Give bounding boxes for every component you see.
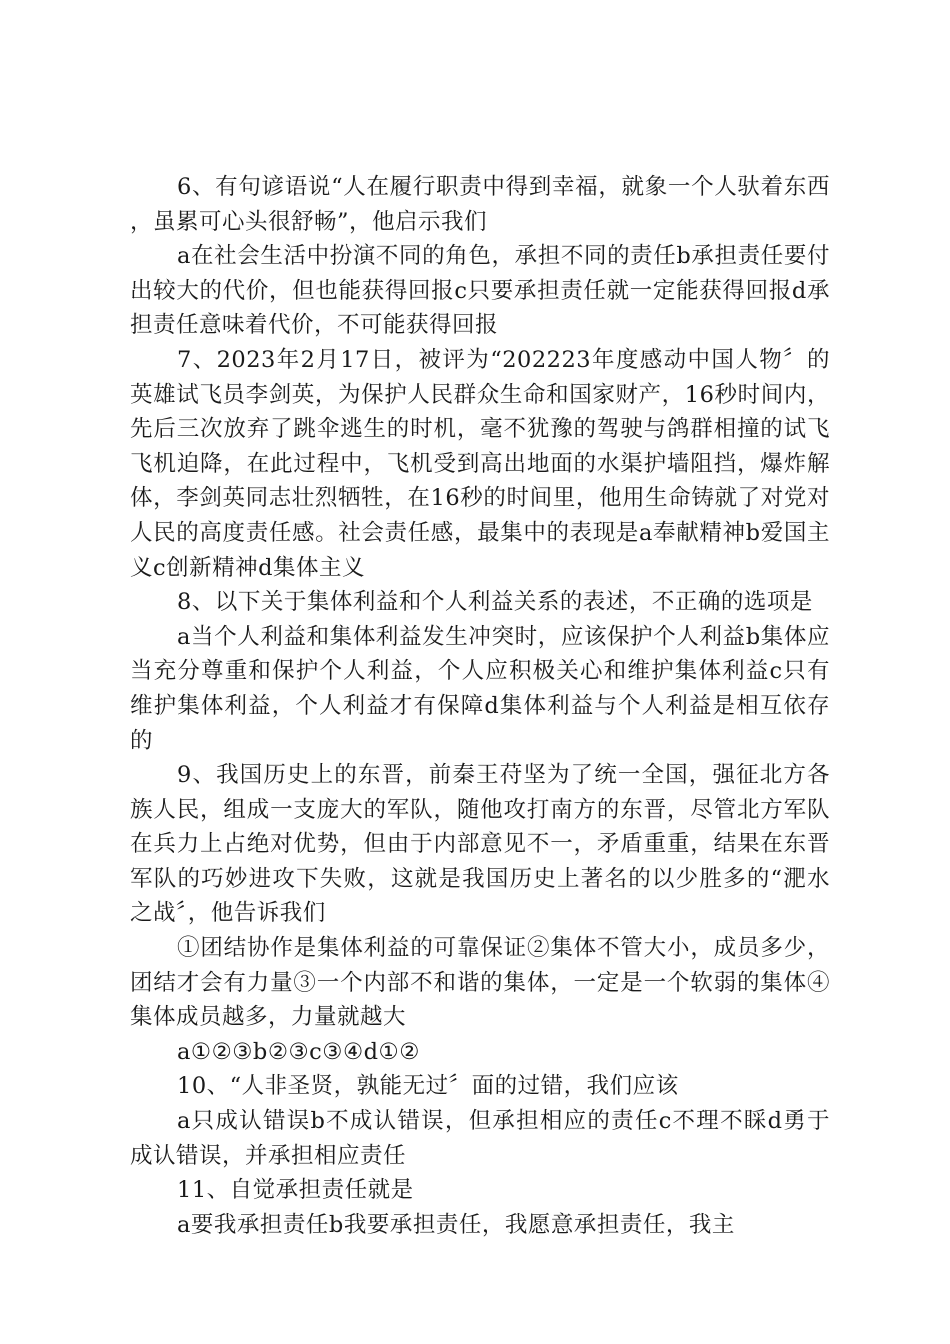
question-8-options: a当个人利益和集体利益发生冲突时，应该保护个人利益b集体应当充分尊重和保护个人利益，个人应积极关心和维护集体利益c只有维护集体利益，个人利益才有保障d集体利益与个人利益是相互依存的 [130, 623, 830, 754]
question-8-stem: 8、以下关于集体利益和个人利益关系的表述，不正确的选项是 [177, 589, 813, 616]
question-6-stem: 6、有句谚语说“人在履行职责中得到幸福，就象一个人驮着东西，虽累可心头很舒畅”，他启示我们 [130, 174, 830, 235]
question-7-stem: 7、2023年2月17日，被评为“202223年度感动中国人物〞的英雄试飞员李剑英，为保护人民群众生命和国家财产，16秒时间内，先后三次放弃了跳伞逃生的时机，毫不犹豫的驾驶与鸽群相撞的试飞飞机迫降，在此过程中，飞机受到高出地面的水渠护墙阻挡，爆炸解体，李剑英同志壮烈牺牲，在16秒的时间里，他用生命铸就了对党对人民的高度责任感。社会责任感，最集中的表现是a奉献精神b爱国主义c创新精神d集体主义 [130, 346, 830, 581]
question-11-stem: 11、自觉承担责任就是 [177, 1177, 414, 1204]
question-10-options: a只成认错误b不成认错误，但承担相应的责任c不理不睬d勇于成认错误，并承担相应责任 [130, 1108, 830, 1169]
question-9-options: a①②③b②③c③④d①② [177, 1038, 420, 1065]
question-10-stem: 10、“人非圣贤，孰能无过〞面的过错，我们应该 [177, 1073, 679, 1100]
question-6-options: a在社会生活中扮演不同的角色，承担不同的责任b承担责任要付出较大的代价，但也能获得回报c只要承担责任就一定能获得回报d承担责任意味着代价，不可能获得回报 [130, 243, 830, 339]
question-9-stem: 9、我国历史上的东晋，前秦王苻坚为了统一全国，强征北方各族人民，组成一支庞大的军队，随他攻打南方的东晋，尽管北方军队在兵力上占绝对优势，但由于内部意见不一，矛盾重重，结果在东晋军队的巧妙进攻下失败，这就是我国历史上著名的以少胜多的“淝水之战〞，他告诉我们 [130, 762, 830, 927]
question-11-options: a要我承担责任b我要承担责任，我愿意承担责任，我主 [177, 1211, 735, 1238]
question-9-statements: ①团结协作是集体利益的可靠保证②集体不管大小，成员多少，团结才会有力量③一个内部不和谐的集体，一定是一个软弱的集体④集体成员越多，力量就越大 [130, 935, 830, 1031]
document-body [130, 170, 830, 1242]
